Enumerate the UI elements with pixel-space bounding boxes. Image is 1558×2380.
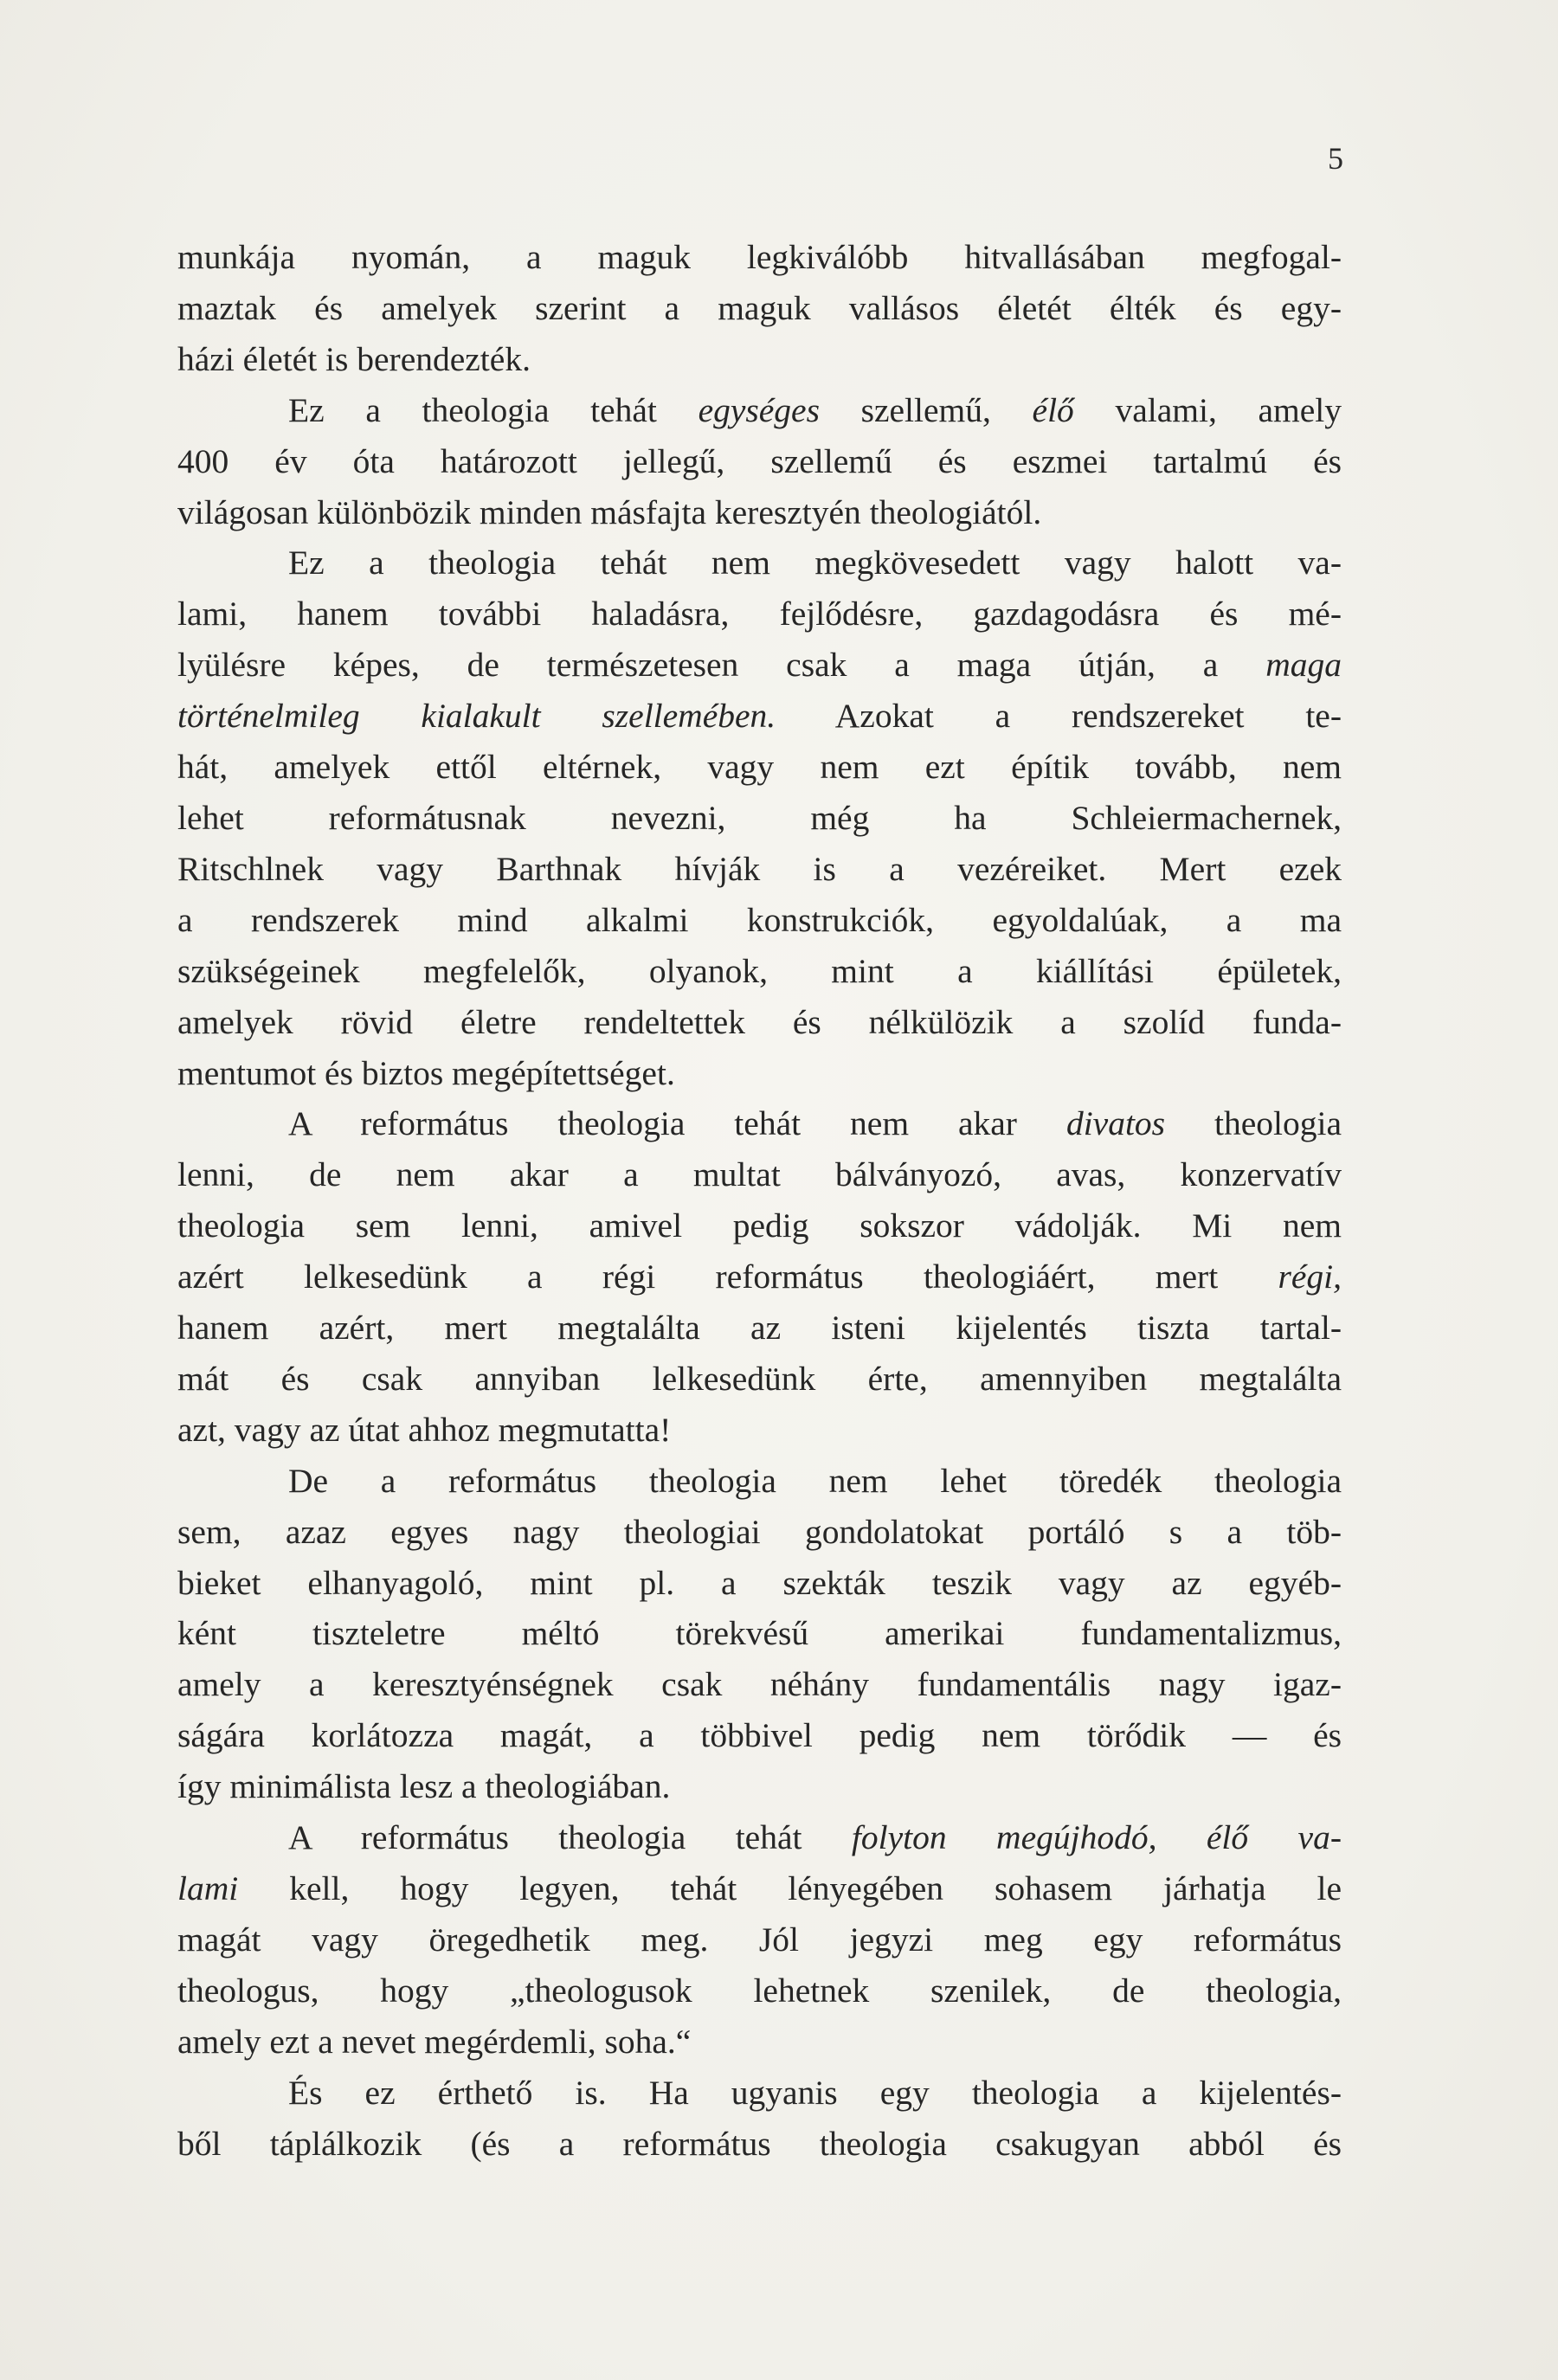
text-line: hanem azért, mert megtalálta az isteni kijelentés tiszta tartal- [177, 1309, 1342, 1348]
text-segment: theologia [1165, 1104, 1342, 1143]
text-segment: Ez a theologia tehát [288, 390, 699, 429]
text-line: lehet reformátusnak nevezni, még ha Schleiermachernek, [177, 798, 1342, 837]
text-line: 400 év óta határozott jellegű, szellemű és eszmei tartalmú és [177, 441, 1342, 480]
text-line: magát vagy öregedhetik meg. Jól jegyzi meg egy református [177, 1920, 1342, 1959]
text-line: mentumot és biztos megépítettséget. [177, 1053, 675, 1092]
text-line [177, 1098, 1342, 1149]
text-line [177, 385, 1342, 436]
italic-text: maga [1265, 646, 1342, 685]
text-line: bieket elhanyagoló, mint pl. a szekták teszik vagy az egyéb- [177, 1563, 1342, 1602]
italic-text: lami [177, 1869, 239, 1907]
text-line: szükségeinek megfelelők, olyanok, mint a kiállítási épületek, [177, 951, 1342, 990]
text-line [177, 691, 1342, 742]
text-line [177, 1812, 1342, 1863]
italic-text: élő [1032, 390, 1074, 429]
text-line: maztak és amelyek szerint a maguk vallásos életét élték és egy- [177, 288, 1342, 327]
text-line: amely a keresztyénségnek csak néhány fundamentális nagy igaz- [177, 1665, 1342, 1704]
text-line: munkája nyomán, a maguk legkiválóbb hitvallásában megfogal- [177, 238, 1342, 276]
text-segment: Azokat a rendszereket te- [776, 697, 1342, 736]
italic-text: folyton megújhodó, élő va- [851, 1818, 1342, 1857]
text-line: házi életét is berendezték. [177, 339, 531, 378]
italic-text: egységes [698, 390, 820, 429]
italic-text: divatos [1065, 1104, 1166, 1143]
text-segment: kell, hogy legyen, tehát lényegében sohasem járhatja le [238, 1869, 1342, 1907]
text-line: hát, amelyek ettől eltérnek, vagy nem ezt építik tovább, nem [177, 748, 1342, 787]
text-segment: azért lelkesedünk a régi református theologiáért, mert [177, 1258, 1278, 1296]
text-line: És ez érthető is. Ha ugyanis egy theologia a kijelentés- [288, 2073, 1342, 2112]
page-number: 5 [1328, 141, 1343, 176]
text-segment: A református theologia tehát [288, 1818, 852, 1857]
text-line: azt, vagy az útat ahhoz megmutatta! [177, 1410, 672, 1449]
text-line: a rendszerek mind alkalmi konstrukciók, egyoldalúak, a ma [177, 900, 1342, 939]
italic-text: történelmileg kialakult szellemében. [177, 697, 776, 736]
text-line: amelyek rövid életre rendeltettek és nélkülözik a szolíd funda- [177, 1002, 1342, 1041]
text-line: De a református theologia nem lehet töredék theologia [288, 1461, 1342, 1500]
text-line: mát és csak annyiban lelkesedünk érte, amennyiben megtalálta [177, 1359, 1342, 1398]
text-segment: A református theologia tehát nem akar [288, 1104, 1066, 1143]
text-line: sem, azaz egyes nagy theologiai gondolatokat portáló s a töb- [177, 1512, 1342, 1551]
text-line [177, 1251, 1342, 1303]
text-line: ként tiszteletre méltó törekvésű amerikai fundamentalizmus, [177, 1614, 1342, 1653]
italic-text: régi, [1278, 1258, 1342, 1296]
text-segment: szellemű, [819, 390, 1033, 429]
text-line: Ez a theologia tehát nem megkövesedett vagy halott va- [288, 544, 1342, 582]
text-segment: lyülésre képes, de természetesen csak a maga útján, a [177, 646, 1266, 685]
body-text [177, 232, 1342, 2169]
text-line: ből táplálkozik (és a református theologia csakugyan abból és [177, 2124, 1342, 2163]
text-line [177, 1863, 1342, 1914]
text-line: ságára korlátozza magát, a többivel pedig nem törődik — és [177, 1716, 1342, 1755]
text-line: theologia sem lenni, amivel pedig sokszor vádolják. Mi nem [177, 1206, 1342, 1245]
text-line [177, 640, 1342, 691]
text-line: világosan különbözik minden másfajta keresztyén theologiától. [177, 492, 1042, 531]
text-line: így minimálista lesz a theologiában. [177, 1767, 671, 1806]
text-line: lami, hanem további haladásra, fejlődésre, gazdagodásra és mé- [177, 595, 1342, 634]
text-line: lenni, de nem akar a multat bálványozó, avas, konzervatív [177, 1155, 1342, 1194]
text-line: Ritschlnek vagy Barthnak hívják is a vezéreiket. Mert ezek [177, 849, 1342, 888]
text-line: theologus, hogy „theologusok lehetnek szenilek, de theologia, [177, 1971, 1342, 2010]
text-line: amely ezt a nevet megérdemli, soha.“ [177, 2022, 692, 2061]
text-segment: valami, amely [1073, 390, 1342, 429]
